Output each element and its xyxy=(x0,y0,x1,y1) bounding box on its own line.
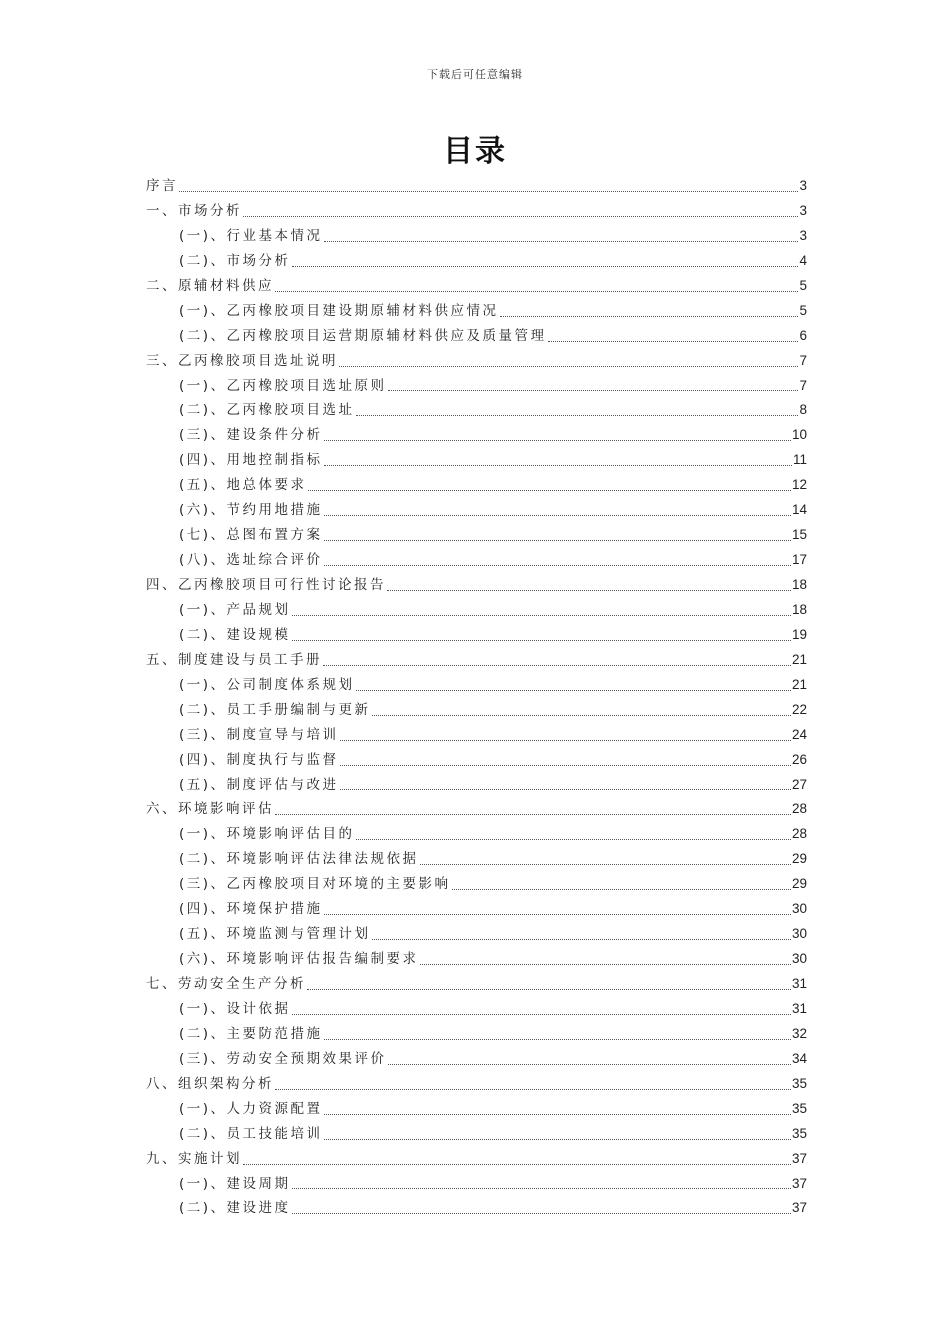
dot-leader xyxy=(340,740,791,741)
dot-leader xyxy=(340,789,791,790)
toc-page-number: 29 xyxy=(791,851,807,867)
toc-subentry[interactable] xyxy=(146,448,807,473)
toc-entry-title: (五)、环境监测与管理计划 xyxy=(179,926,371,943)
toc-entry-title: (一)、人力资源配置 xyxy=(179,1100,323,1117)
toc-entry-title: (二)、建设进度 xyxy=(179,1200,291,1217)
toc-entry-title: (一)、行业基本情况 xyxy=(179,227,323,244)
toc-page-number: 15 xyxy=(791,527,807,543)
toc-entry[interactable] xyxy=(146,972,807,997)
toc-page-number: 4 xyxy=(799,252,807,268)
dot-leader xyxy=(243,216,798,217)
toc-subentry[interactable] xyxy=(146,374,807,399)
toc-page-number: 30 xyxy=(791,926,807,942)
dot-leader xyxy=(324,465,792,466)
dot-leader xyxy=(372,939,791,940)
toc-page-number: 30 xyxy=(791,951,807,967)
dot-leader xyxy=(324,540,791,541)
toc-page-number: 21 xyxy=(791,676,807,692)
toc-page-number: 31 xyxy=(791,976,807,991)
toc-subentry[interactable] xyxy=(146,822,807,847)
dot-leader xyxy=(356,839,791,840)
toc-subentry[interactable] xyxy=(146,249,807,274)
toc-page-number: 22 xyxy=(791,701,807,717)
dot-leader xyxy=(324,440,791,441)
toc-entry-title: (一)、乙丙橡胶项目建设期原辅材料供应情况 xyxy=(179,302,499,319)
toc-subentry[interactable] xyxy=(146,1022,807,1047)
toc-subentry[interactable] xyxy=(146,299,807,324)
dot-leader xyxy=(324,1139,791,1140)
toc-entry-title: (五)、制度评估与改进 xyxy=(179,776,339,793)
toc-subentry[interactable] xyxy=(146,748,807,773)
toc-entry-title: (四)、制度执行与监督 xyxy=(179,751,339,768)
toc-entry-title: (二)、员工技能培训 xyxy=(179,1125,323,1142)
dot-leader xyxy=(339,366,798,367)
toc-page-number: 19 xyxy=(791,626,807,642)
dot-leader xyxy=(243,1164,791,1165)
toc-entry-title: 九、实施计划 xyxy=(146,1150,242,1167)
toc-page-number: 30 xyxy=(791,901,807,917)
toc-page-number: 3 xyxy=(799,178,807,193)
toc-page-number: 8 xyxy=(799,402,807,418)
toc-entry-title: (七)、总图布置方案 xyxy=(179,527,323,544)
dot-leader xyxy=(452,889,791,890)
dot-leader xyxy=(308,490,791,491)
toc-page-number: 35 xyxy=(791,1075,807,1091)
dot-leader xyxy=(372,715,791,716)
toc-entry-title: 序言 xyxy=(146,178,178,194)
dot-leader xyxy=(324,1039,791,1040)
table-of-contents xyxy=(146,174,807,1221)
dot-leader xyxy=(292,266,799,267)
dot-leader xyxy=(275,291,798,292)
toc-subentry[interactable] xyxy=(146,1172,807,1197)
toc-subentry[interactable] xyxy=(146,698,807,723)
toc-page-number: 5 xyxy=(799,277,807,293)
dot-leader xyxy=(275,1089,791,1090)
toc-subentry[interactable] xyxy=(146,324,807,349)
toc-page-number: 26 xyxy=(791,751,807,767)
dot-leader xyxy=(324,515,791,516)
toc-entry-title: (二)、市场分析 xyxy=(179,252,291,269)
dot-leader xyxy=(420,964,791,965)
toc-page-number: 10 xyxy=(791,427,807,443)
dot-leader xyxy=(323,665,791,666)
toc-page-number: 28 xyxy=(791,826,807,842)
toc-entry-title: (二)、乙丙橡胶项目运营期原辅材料供应及质量管理 xyxy=(179,327,547,344)
toc-entry-title: (六)、节约用地措施 xyxy=(179,502,323,519)
toc-page-number: 32 xyxy=(791,1025,807,1041)
toc-entry-title: (一)、乙丙橡胶项目选址原则 xyxy=(179,377,387,394)
toc-entry-title: (三)、制度宣导与培训 xyxy=(179,726,339,743)
toc-entry[interactable] xyxy=(146,174,807,199)
toc-subentry[interactable] xyxy=(146,997,807,1022)
toc-page-number: 14 xyxy=(791,502,807,518)
dot-leader xyxy=(275,814,791,815)
toc-entry-title: (二)、主要防范措施 xyxy=(179,1025,323,1042)
toc-entry[interactable] xyxy=(146,648,807,673)
dot-leader xyxy=(324,914,791,915)
dot-leader xyxy=(388,1064,791,1065)
toc-subentry[interactable] xyxy=(146,598,807,623)
toc-subentry[interactable] xyxy=(146,947,807,972)
dot-leader xyxy=(324,241,799,242)
dot-leader xyxy=(548,341,799,342)
toc-page-number: 35 xyxy=(791,1100,807,1116)
toc-page-number: 17 xyxy=(791,552,807,568)
toc-entry-title: (二)、员工手册编制与更新 xyxy=(179,701,371,718)
toc-page-number: 24 xyxy=(791,726,807,742)
toc-subentry[interactable] xyxy=(146,423,807,448)
toc-page-number: 18 xyxy=(791,577,807,592)
toc-subentry[interactable] xyxy=(146,723,807,748)
toc-entry[interactable] xyxy=(146,1147,807,1172)
toc-page-number: 27 xyxy=(791,776,807,792)
toc-entry-title: (一)、环境影响评估目的 xyxy=(179,826,355,843)
toc-entry-title: (四)、环境保护措施 xyxy=(179,901,323,918)
toc-entry-title: (五)、地总体要求 xyxy=(179,477,307,494)
dot-leader xyxy=(324,1114,791,1115)
toc-subentry[interactable] xyxy=(146,922,807,947)
toc-subentry[interactable] xyxy=(146,1097,807,1122)
toc-entry[interactable] xyxy=(146,199,807,224)
dot-leader xyxy=(420,864,791,865)
toc-page-number: 28 xyxy=(791,801,807,817)
toc-subentry[interactable] xyxy=(146,847,807,872)
dot-leader xyxy=(292,1188,791,1189)
dot-leader xyxy=(324,565,791,566)
toc-entry-title: 一、市场分析 xyxy=(146,202,242,219)
toc-entry-title: (一)、建设周期 xyxy=(179,1175,291,1192)
toc-page-number: 31 xyxy=(791,1000,807,1016)
toc-entry-title: (二)、环境影响评估法律法规依据 xyxy=(179,851,419,868)
toc-subentry[interactable] xyxy=(146,224,807,249)
dot-leader xyxy=(387,590,791,591)
toc-entry-title: (一)、产品规划 xyxy=(179,601,291,618)
toc-entry-title: 六、环境影响评估 xyxy=(146,801,274,818)
dot-leader xyxy=(500,316,799,317)
toc-entry-title: (一)、设计依据 xyxy=(179,1000,291,1017)
toc-page-number: 6 xyxy=(799,327,807,343)
toc-page-number: 37 xyxy=(791,1200,807,1216)
toc-page-number: 18 xyxy=(791,601,807,617)
dot-leader xyxy=(388,390,799,391)
toc-entry[interactable] xyxy=(146,274,807,299)
toc-subentry[interactable] xyxy=(146,1047,807,1072)
dot-leader xyxy=(292,615,791,616)
toc-page-number: 7 xyxy=(799,377,807,393)
toc-entry-title: 七、劳动安全生产分析 xyxy=(146,976,306,992)
toc-subentry[interactable] xyxy=(146,398,807,423)
toc-subentry[interactable] xyxy=(146,473,807,498)
toc-page-number: 34 xyxy=(791,1050,807,1066)
toc-entry-title: (三)、乙丙橡胶项目对环境的主要影响 xyxy=(179,876,451,893)
toc-page-number: 3 xyxy=(799,202,807,218)
dot-leader xyxy=(340,765,791,766)
toc-entry-title: (三)、建设条件分析 xyxy=(179,427,323,444)
toc-subentry[interactable] xyxy=(146,673,807,698)
toc-page-number: 11 xyxy=(792,452,807,468)
toc-subentry[interactable] xyxy=(146,872,807,897)
toc-entry-title: 五、制度建设与员工手册 xyxy=(146,651,322,668)
toc-entry[interactable] xyxy=(146,573,807,598)
dot-leader xyxy=(179,191,798,192)
toc-entry-title: 三、乙丙橡胶项目选址说明 xyxy=(146,352,338,369)
toc-entry-title: 二、原辅材料供应 xyxy=(146,277,274,294)
toc-subentry[interactable] xyxy=(146,498,807,523)
toc-subentry[interactable] xyxy=(146,623,807,648)
toc-entry-title: (二)、乙丙橡胶项目选址 xyxy=(179,402,355,419)
toc-page-number: 21 xyxy=(791,651,807,667)
toc-entry-title: (二)、建设规模 xyxy=(179,626,291,643)
toc-entry[interactable] xyxy=(146,349,807,374)
dot-leader xyxy=(356,690,791,691)
toc-subentry[interactable] xyxy=(146,523,807,548)
toc-entry-title: 八、组织架构分析 xyxy=(146,1075,274,1092)
toc-page-number: 3 xyxy=(799,227,807,243)
toc-entry-title: (一)、公司制度体系规划 xyxy=(179,676,355,693)
toc-page-number: 12 xyxy=(791,477,807,493)
toc-entry[interactable] xyxy=(146,1072,807,1097)
toc-subentry[interactable] xyxy=(146,1122,807,1147)
toc-page-number: 35 xyxy=(791,1125,807,1141)
dot-leader xyxy=(292,1014,791,1015)
toc-page-number: 29 xyxy=(791,876,807,892)
toc-page-number: 7 xyxy=(799,352,807,368)
toc-entry-title: (四)、用地控制指标 xyxy=(179,452,323,469)
dot-leader xyxy=(292,640,791,641)
dot-leader xyxy=(292,1213,791,1214)
toc-entry-title: (八)、选址综合评价 xyxy=(179,552,323,569)
toc-page-number: 37 xyxy=(791,1150,807,1166)
dot-leader xyxy=(356,415,799,416)
page-header: 下载后可任意编辑 xyxy=(427,68,523,81)
page-title: 目录 xyxy=(443,134,507,169)
toc-subentry[interactable] xyxy=(146,1196,807,1221)
toc-entry-title: (三)、劳动安全预期效果评价 xyxy=(179,1050,387,1067)
toc-entry[interactable] xyxy=(146,797,807,822)
toc-subentry[interactable] xyxy=(146,773,807,798)
toc-subentry[interactable] xyxy=(146,897,807,922)
toc-entry-title: (六)、环境影响评估报告编制要求 xyxy=(179,951,419,968)
toc-page-number: 5 xyxy=(799,302,807,318)
toc-subentry[interactable] xyxy=(146,548,807,573)
toc-entry-title: 四、乙丙橡胶项目可行性讨论报告 xyxy=(146,577,386,593)
toc-page-number: 37 xyxy=(791,1175,807,1191)
dot-leader xyxy=(307,989,791,990)
